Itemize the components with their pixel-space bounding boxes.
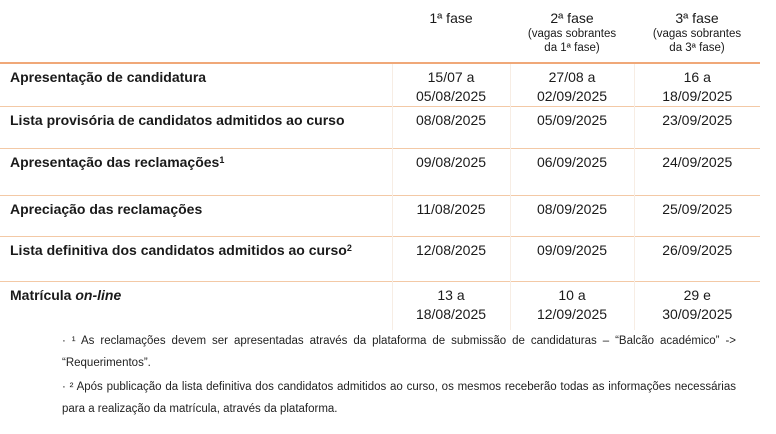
row-label-text: Apresentação das reclamações <box>10 154 220 170</box>
phase-2-date <box>510 107 634 149</box>
row-label <box>0 149 392 196</box>
date-line1: 08/09/2025 <box>536 201 608 217</box>
footnote-1-marker: · ¹ <box>62 335 76 347</box>
phase-3-date <box>634 107 760 149</box>
header-phase-3 <box>634 4 760 63</box>
footnote-marker: 2 <box>346 243 352 253</box>
date-line1: 08/08/2025 <box>415 112 487 128</box>
footnote-2 <box>32 376 736 420</box>
phase-3-note-line1: (vagas sobrantes <box>652 28 742 40</box>
date-line1: 26/09/2025 <box>662 242 733 258</box>
header-empty-cell <box>0 4 392 63</box>
footnote-marker: 1 <box>219 155 225 165</box>
date-line1: 15/07 a <box>427 69 475 85</box>
table-row <box>0 63 760 107</box>
date-line1: 16 a <box>683 69 711 85</box>
header-row <box>0 4 760 63</box>
phase-3-note-line2: da 3ª fase) <box>669 42 725 54</box>
table-row <box>0 107 760 149</box>
phase-1-date <box>392 63 510 107</box>
phase-2-date <box>510 196 634 237</box>
phase-3-date <box>634 196 760 237</box>
phase-1-date <box>392 107 510 149</box>
date-line1: 13 a <box>437 287 465 303</box>
row-label-text: Apreciação das reclamações <box>10 201 203 217</box>
date-line2: 18/08/2025 <box>415 306 487 322</box>
phase-2-date <box>510 282 634 331</box>
phase-1-date <box>392 237 510 282</box>
row-label-text: Matrícula <box>10 287 76 303</box>
phase-1-date <box>392 282 510 331</box>
phase-2-date <box>510 237 634 282</box>
table-row <box>0 282 760 331</box>
date-line1: 10 a <box>558 287 586 303</box>
row-label-text: Lista provisória de candidatos admitidos ao curso <box>10 112 345 128</box>
row-label-emphasis: on-line <box>75 287 122 303</box>
phase-2-date <box>510 149 634 196</box>
phase-3-date <box>634 237 760 282</box>
phase-1-date <box>392 196 510 237</box>
date-line1: 09/08/2025 <box>415 154 487 170</box>
application-calendar-table <box>0 4 760 330</box>
date-line1: 11/08/2025 <box>416 201 486 217</box>
date-line1: 06/09/2025 <box>536 154 608 170</box>
phase-3-date <box>634 282 760 331</box>
phase-3-date <box>634 63 760 107</box>
date-line2: 18/09/2025 <box>662 88 733 104</box>
date-line1: 12/08/2025 <box>415 242 487 258</box>
date-line2: 30/09/2025 <box>662 306 733 322</box>
row-label <box>0 282 392 331</box>
row-label <box>0 63 392 107</box>
row-label <box>0 196 392 237</box>
footnote-1 <box>32 330 736 374</box>
phase-2-note-line1: (vagas sobrantes <box>527 28 617 40</box>
date-line1: 29 e <box>683 287 711 303</box>
phase-2-label: 2ª fase <box>550 10 594 26</box>
date-line2: 12/09/2025 <box>536 306 608 322</box>
date-line1: 05/09/2025 <box>536 112 608 128</box>
phase-2-date <box>510 63 634 107</box>
phase-1-label: 1ª fase <box>429 10 473 26</box>
date-line1: 25/09/2025 <box>662 201 733 217</box>
row-label <box>0 237 392 282</box>
row-label-text: Lista definitiva dos candidatos admitidos ao curso <box>10 242 347 258</box>
header-phase-2 <box>510 4 634 63</box>
phase-2-note-line2: da 1ª fase) <box>544 42 600 54</box>
table-row <box>0 149 760 196</box>
row-label-text: Apresentação de candidatura <box>10 69 207 85</box>
date-line1: 23/09/2025 <box>662 112 733 128</box>
table-row <box>0 196 760 237</box>
date-line1: 27/08 a <box>548 69 596 85</box>
table-row <box>0 237 760 282</box>
phase-3-date <box>634 149 760 196</box>
date-line2: 02/09/2025 <box>536 88 608 104</box>
phase-3-label: 3ª fase <box>675 10 719 26</box>
date-line2: 05/08/2025 <box>415 88 487 104</box>
footnotes <box>32 330 736 420</box>
date-line1: 24/09/2025 <box>662 154 733 170</box>
footnote-2-marker: · ² <box>62 381 74 393</box>
row-label <box>0 107 392 149</box>
date-line1: 09/09/2025 <box>536 242 608 258</box>
phase-1-date <box>392 149 510 196</box>
footnote-2-text: Após publicação da lista definitiva dos candidatos admitidos ao curso, os mesmos receberão todas as informações necessárias para a realização da matrícula, através da plataforma. <box>62 381 736 415</box>
footnote-1-text: As reclamações devem ser apresentadas através da plataforma de submissão de candidaturas – “Balcão académico” -> “Requerimentos”. <box>62 335 736 369</box>
header-phase-1 <box>392 4 510 63</box>
